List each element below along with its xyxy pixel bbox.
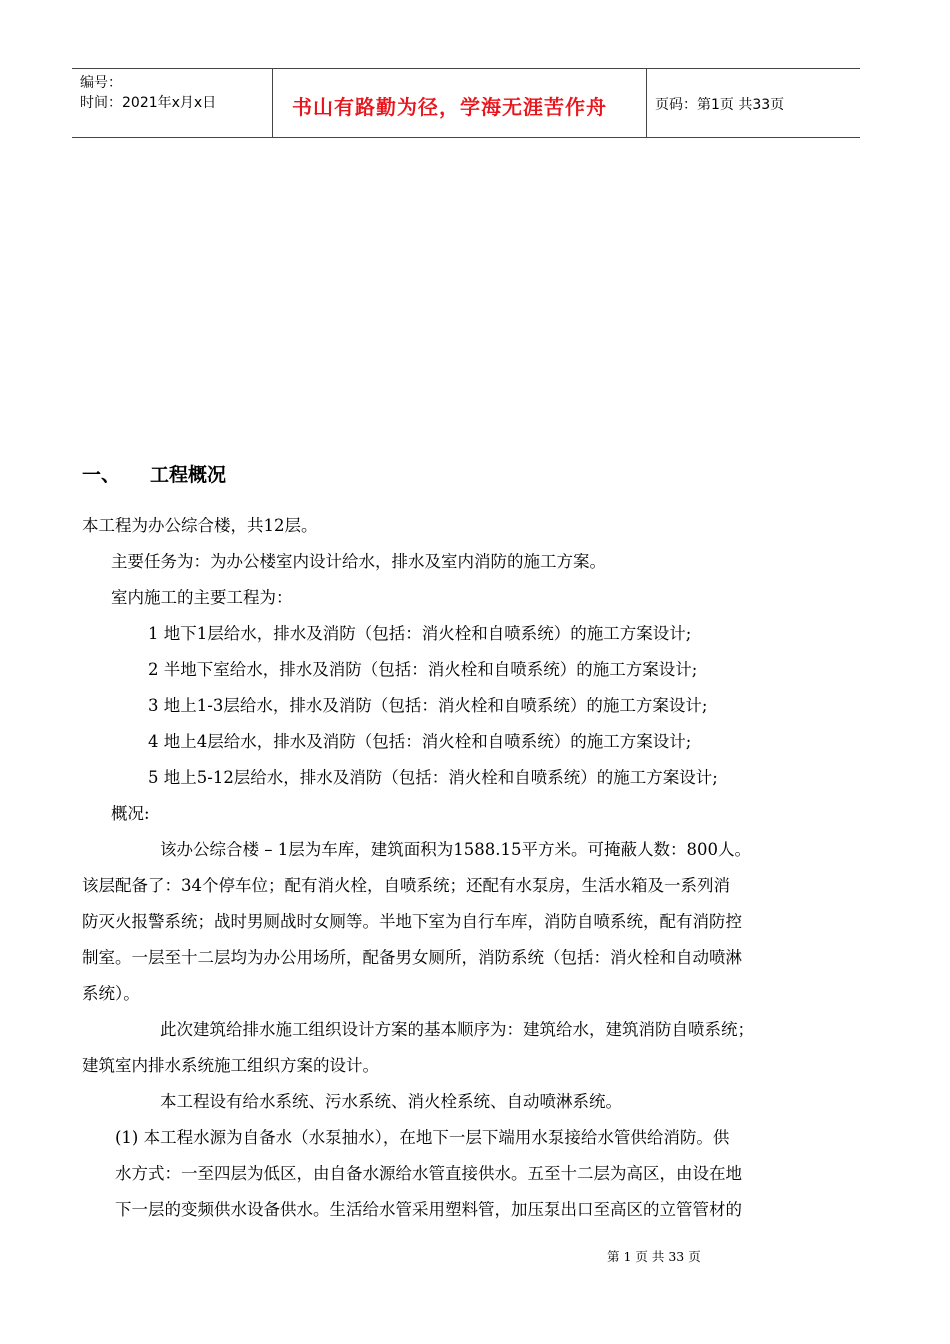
body-line: 概况: xyxy=(111,804,150,823)
body-line: 此次建筑给排水施工组织设计方案的基本顺序为：建筑给水，建筑消防自喷系统； xyxy=(160,1020,754,1039)
page-code: 页码：第1页 共33页 xyxy=(655,97,785,113)
page-footer: 第 1 页 共 33 页 xyxy=(607,1249,701,1264)
section-title: 工程概况 xyxy=(150,464,227,486)
body-line: 系统）。 xyxy=(82,984,140,1003)
list-item: 4 地上4层给水，排水及消防（包括：消火栓和自喷系统）的施工方案设计; xyxy=(148,732,692,751)
body-line: 室内施工的主要工程为： xyxy=(111,588,293,607)
document-number-label: 编号： xyxy=(80,75,122,91)
list-item: 5 地上5-12层给水，排水及消防（包括：消火栓和自喷系统）的施工方案设计; xyxy=(148,768,718,787)
section-number: 一、 xyxy=(82,464,121,486)
header-divider xyxy=(272,69,273,137)
document-date: 时间：2021年x月x日 xyxy=(80,95,217,111)
body-line: 下一层的变频供水设备供水。生活给水管采用塑料管，加压泵出口至高区的立管管材的 xyxy=(115,1200,742,1219)
body-line: 建筑室内排水系统施工组织方案的设计。 xyxy=(82,1056,379,1075)
body-line: 本工程为办公综合楼，共12层。 xyxy=(82,516,318,535)
list-item: 2 半地下室给水，排水及消防（包括：消火栓和自喷系统）的施工方案设计; xyxy=(148,660,698,679)
list-item: 3 地上1-3层给水，排水及消防（包括：消火栓和自喷系统）的施工方案设计; xyxy=(148,696,708,715)
body-line: 主要任务为：为办公楼室内设计给水，排水及室内消防的施工方案。 xyxy=(111,552,606,571)
body-line: 防灭火报警系统；战时男厕战时女厕等。半地下室为自行车库，消防自喷系统，配有消防控 xyxy=(82,912,742,931)
header-motto: 书山有路勤为径，学海无涯苦作舟 xyxy=(292,95,607,119)
body-line: 水方式：一至四层为低区，由自备水源给水管直接供水。五至十二层为高区，由设在地 xyxy=(115,1164,742,1183)
body-line: (1) 本工程水源为自备水（水泵抽水），在地下一层下端用水泵接给水管供给消防。供 xyxy=(115,1128,730,1147)
list-item: 1 地下1层给水，排水及消防（包括：消火栓和自喷系统）的施工方案设计; xyxy=(148,624,692,643)
header-divider xyxy=(646,69,647,137)
body-line: 该层配备了：34个停车位；配有消火栓，自喷系统；还配有水泵房，生活水箱及一系列消 xyxy=(82,876,730,895)
body-line: 制室。一层至十二层均为办公用场所，配备男女厕所，消防系统（包括：消火栓和自动喷淋 xyxy=(82,948,742,967)
body-line: 该办公综合楼 – 1层为车库，建筑面积为1588.15平方米。可掩蔽人数：800人。 xyxy=(160,840,751,859)
body-line: 本工程设有给水系统、污水系统、消火栓系统、自动喷淋系统。 xyxy=(160,1092,622,1111)
